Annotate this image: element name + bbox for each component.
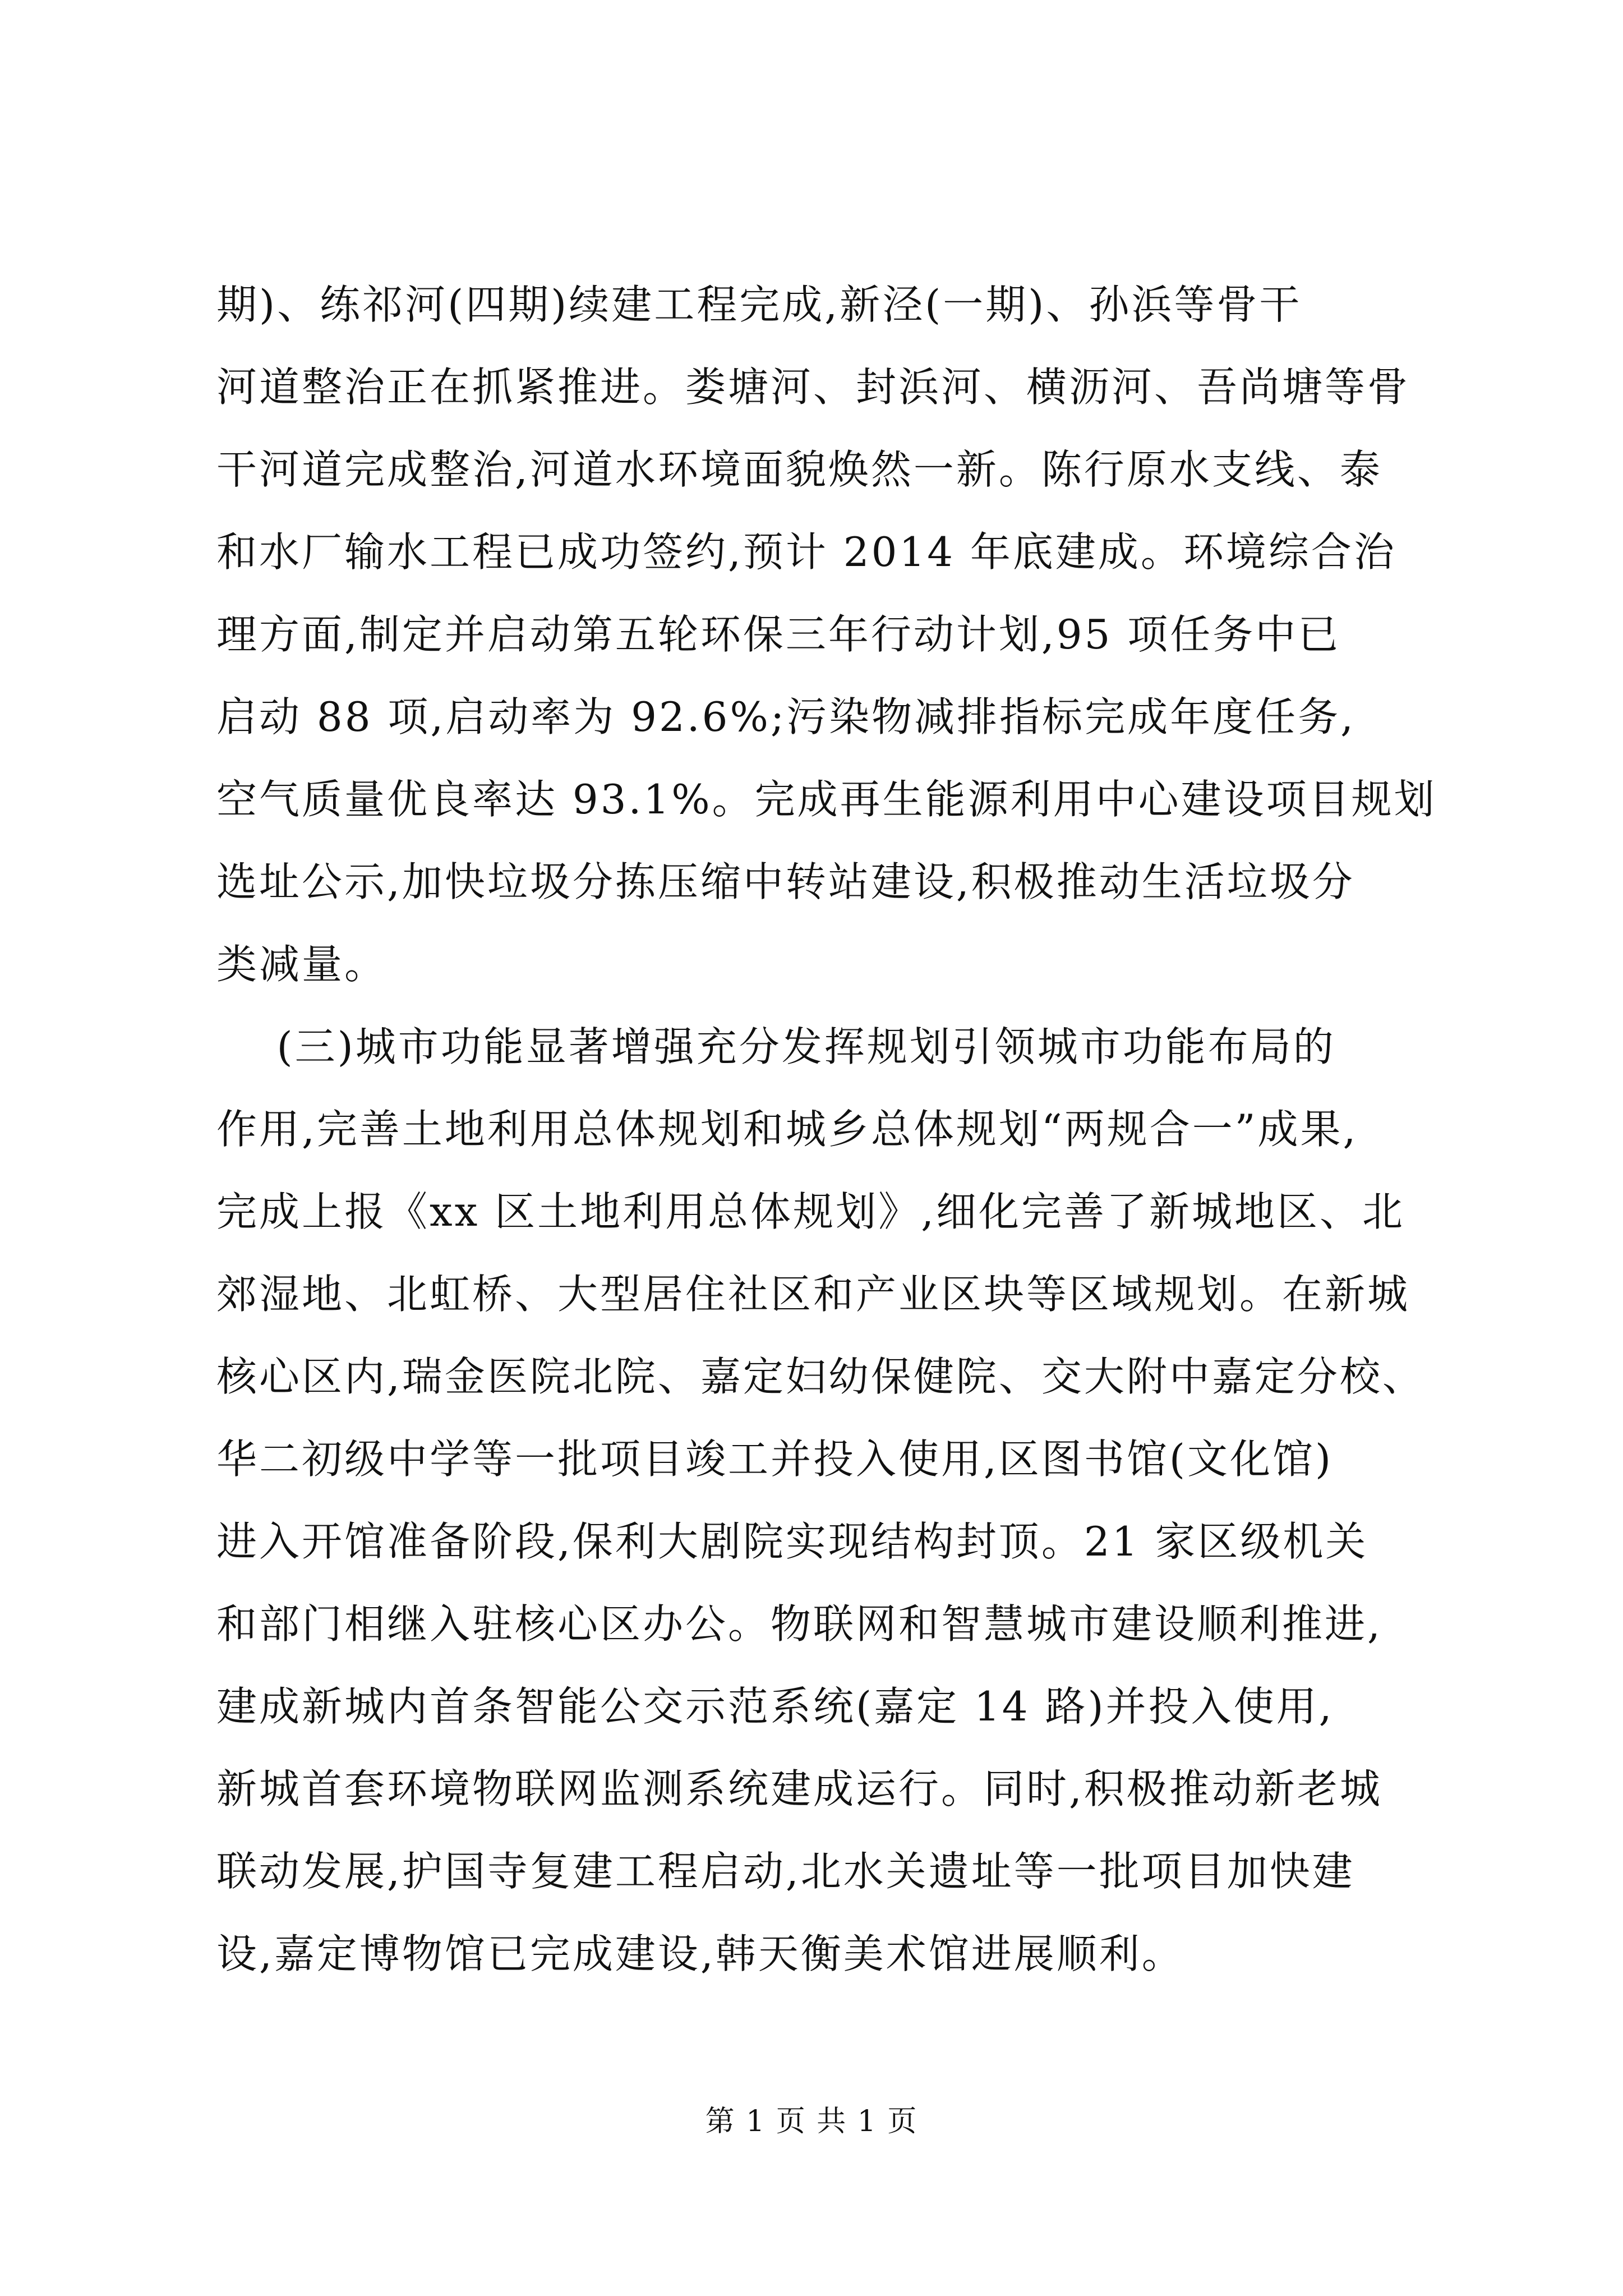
text-line: 设,嘉定博物馆已完成建设,韩天衡美术馆进展顺利。	[216, 1930, 1184, 1977]
text-line: 干河道完成整治,河道水环境面貌焕然一新。陈行原水支线、泰	[216, 446, 1382, 493]
page-number-label: 第 1 页 共 1 页	[705, 2105, 918, 2138]
text-line: 和部门相继入驻核心区办公。物联网和智慧城市建设顺利推进,	[216, 1600, 1382, 1648]
text-line: 空气质量优良率达 93.1%。完成再生能源利用中心建设项目规划	[216, 776, 1437, 823]
text-line: 和水厂输水工程已成功签约,预计 2014 年底建成。环境综合治	[216, 528, 1396, 576]
text-line: 进入开馆准备阶段,保利大剧院实现结构封顶。21 家区级机关	[216, 1518, 1368, 1565]
text-line: 建成新城内首条智能公交示范系统(嘉定 14 路)并投入使用,	[216, 1683, 1334, 1730]
text-line: 郊湿地、北虹桥、大型居住社区和产业区块等区域规划。在新城	[216, 1271, 1410, 1318]
page-footer	[0, 2099, 1623, 2144]
text-line: 联动发展,护国寺复建工程启动,北水关遗址等一批项目加快建	[216, 1848, 1355, 1895]
text-line: 河道整治正在抓紧推进。娄塘河、封浜河、横沥河、吾尚塘等骨	[216, 364, 1410, 411]
text-line: 期)、练祁河(四期)续建工程完成,新泾(一期)、孙浜等骨干	[216, 281, 1302, 328]
text-line: 理方面,制定并启动第五轮环保三年行动计划,95 项任务中已	[216, 611, 1341, 658]
text-line: 完成上报《xx 区土地利用总体规划》,细化完善了新城地区、北	[216, 1188, 1405, 1235]
text-line: 作用,完善土地利用总体规划和城乡总体规划“两规合一”成果,	[216, 1106, 1358, 1153]
text-line: 类减量。	[216, 941, 388, 988]
text-line: (三)城市功能显著增强充分发挥规划引领城市功能布局的	[216, 1023, 1336, 1070]
text-line: 启动 88 项,启动率为 92.6%;污染物减排指标完成年度任务,	[216, 693, 1356, 740]
text-line: 华二初级中学等一批项目竣工并投入使用,区图书馆(文化馆)	[216, 1435, 1334, 1483]
text-line: 核心区内,瑞金医院北院、嘉定妇幼保健院、交大附中嘉定分校、	[216, 1353, 1425, 1400]
text-line: 选址公示,加快垃圾分拣压缩中转站建设,积极推动生活垃圾分	[216, 858, 1355, 905]
text-line: 新城首套环境物联网监测系统建成运行。同时,积极推动新老城	[216, 1765, 1382, 1812]
body-text	[216, 264, 1437, 1995]
